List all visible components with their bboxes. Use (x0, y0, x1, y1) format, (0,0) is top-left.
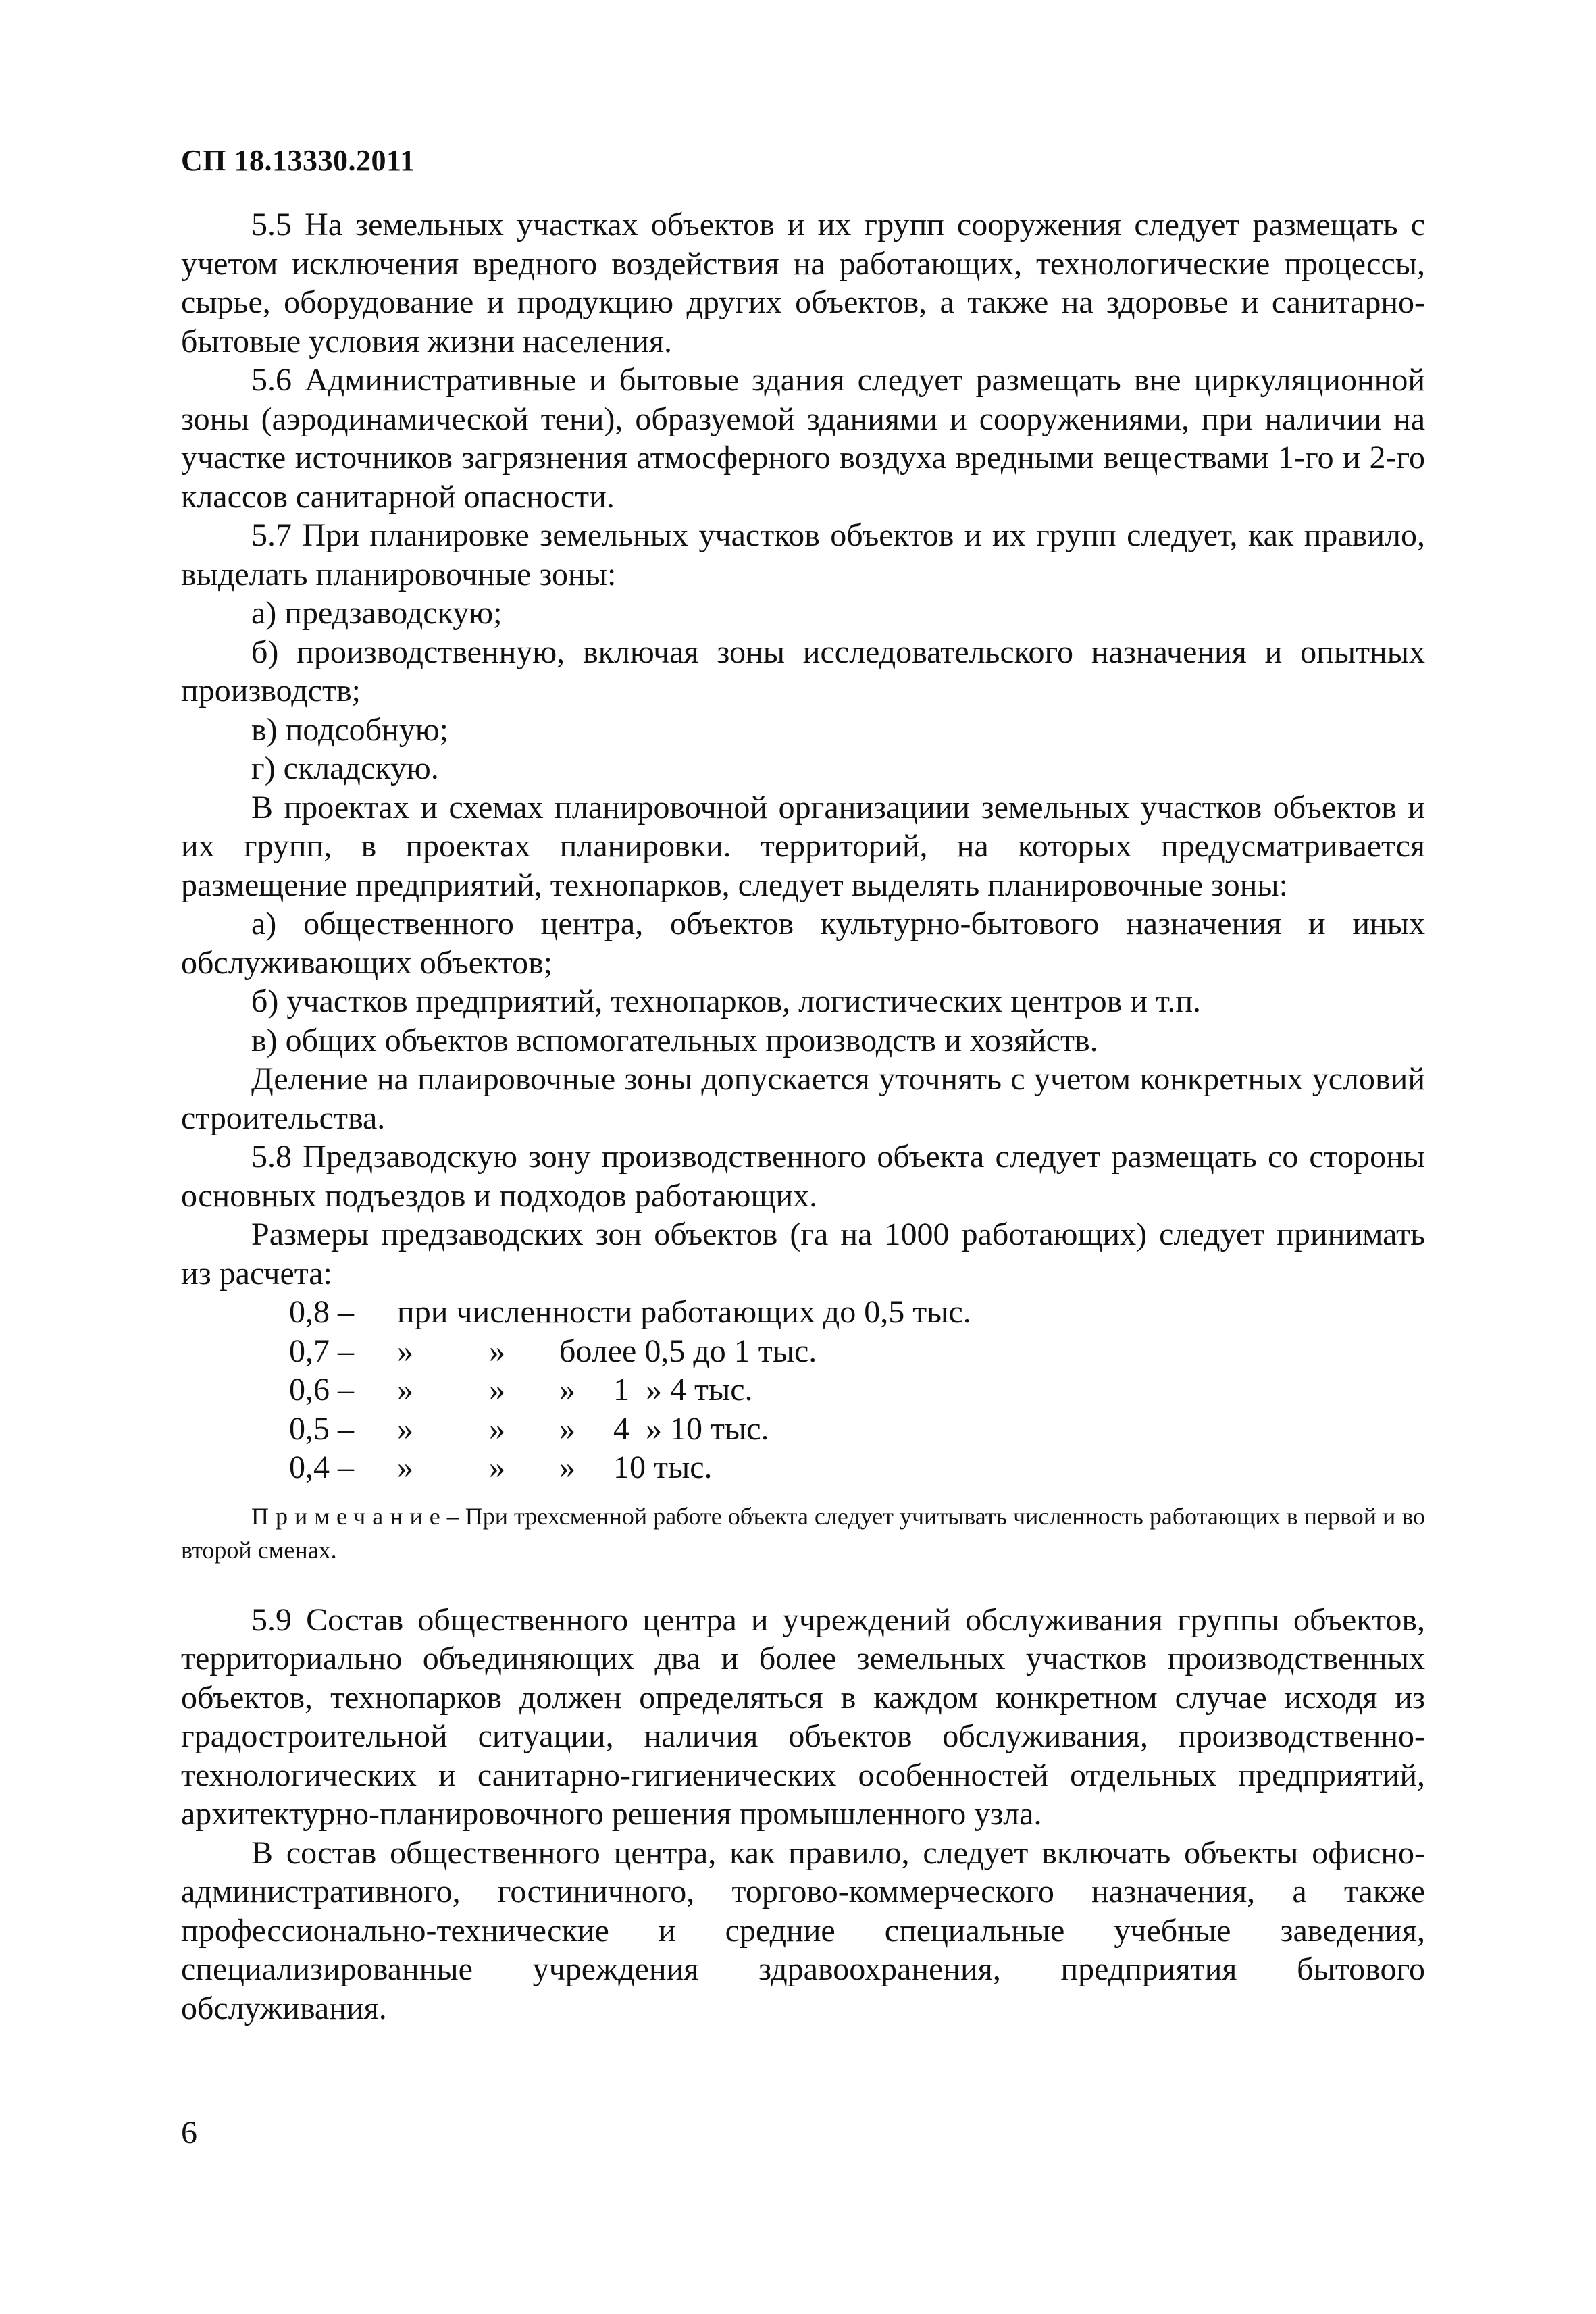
ratio-row (289, 1410, 1425, 1449)
paragraph-5-5: 5.5 На земельных участках объектов и их групп сооружения следует размещать с учетом исключения вредного воздействия на работающих, технологические процессы, сырье, оборудование и продукцию других объектов, а также на здоровье и санитарно-бытовые условия жизни населения. (181, 207, 1425, 359)
ratio-row (289, 1370, 1425, 1410)
ditto-mark: » (397, 1449, 413, 1485)
ditto-mark: » (397, 1333, 413, 1369)
ratio-value: 0,8 – (289, 1294, 354, 1330)
note-label: Примечание (251, 1502, 447, 1530)
ratio-value: 0,7 – (289, 1333, 354, 1369)
paragraph-5-8: 5.8 Предзаводскую зону производственного объекта следует размещать со стороны основных подъездов и подходов работающих. (181, 1139, 1425, 1214)
paragraph-5-6: 5.6 Административные и бытовые здания следует размещать вне циркуляционной зоны (аэродинамической тени), образуемой зданиями и сооружениями, при наличии на участке источников загрязнения атмосферного воздуха вредными веществами 1-го и 2-го классов санитарной опасности. (181, 362, 1425, 515)
document-body (181, 205, 1425, 2028)
ratio-value: 0,6 – (289, 1372, 354, 1408)
list-item: б) участков предприятий, технопарков, логистических центров и т.п. (251, 983, 1202, 1019)
ratio-text: более 0,5 до 1 тыс. (559, 1333, 817, 1369)
list-item: в) подсобную; (251, 711, 448, 748)
ditto-mark: » (489, 1372, 505, 1408)
paragraph-5-7: 5.7 При планировке земельных участков объектов и их групп следует, как правило, выделать планировочные зоны: (181, 517, 1425, 592)
paragraph-5-9: 5.9 Состав общественного центра и учреждений обслуживания группы объектов, территориально объединяющих два и более земельных участков производственных объектов, технопарков должен определяться в каждом конкретном случае исходя из градостроительной ситуации, наличия объектов обслуживания, производственно-технологических и санитарно-гигиенических особенностей отдельных предприятий, архитектурно-планировочного решения промышленного узла. (181, 1601, 1425, 1832)
page-number: 6 (181, 2115, 197, 2151)
spacer (181, 1567, 1425, 1601)
ditto-mark: » (397, 1372, 413, 1408)
paragraph-division: Деление на плаировочные зоны допускается уточнять с учетом конкретных условий строительства. (181, 1061, 1425, 1136)
ratio-text: при численности работающих до 0,5 тыс. (397, 1294, 971, 1330)
ratio-row (289, 1448, 1425, 1487)
ditto-mark: » (559, 1449, 575, 1485)
ratio-row (289, 1293, 1425, 1332)
ratio-text: » 10 тыс. (646, 1410, 769, 1447)
ditto-mark: » (397, 1410, 413, 1447)
ratio-row (289, 1332, 1425, 1371)
ditto-mark: » (559, 1410, 575, 1447)
paragraph-projects: В проектах и схемах планировочной организациии земельных участков объектов и их групп, в проектах планировки. территорий, на которых предусматривается размещение предприятий, технопарков, следует выделять планировочные зоны: (181, 789, 1425, 903)
list-item: а) предзаводскую; (251, 595, 503, 631)
ratio-text: » 4 тыс. (646, 1372, 753, 1408)
ratio-text: 10 тыс. (613, 1449, 713, 1485)
ratio-from-value: 1 (613, 1372, 629, 1408)
list-item: а) общественного центра, объектов культурно-бытового назначения и иных обслуживающих объектов; (181, 906, 1425, 981)
list-item: в) общих объектов вспомогательных производств и хозяйств. (251, 1022, 1098, 1058)
list-item: г) складскую. (251, 750, 439, 786)
note (181, 1499, 1425, 1567)
ditto-mark: » (489, 1333, 505, 1369)
paragraph-sizes: Размеры предзаводских зон объектов (га на 1000 работающих) следует принимать из расчета: (181, 1216, 1425, 1291)
ratio-value: 0,5 – (289, 1410, 354, 1447)
ditto-mark: » (559, 1372, 575, 1408)
ditto-mark: » (489, 1449, 505, 1485)
note-text: – При трехсменной работе объекта следует учитывать численность работающих в первой и во второй сменах. (181, 1502, 1425, 1564)
paragraph-center: В состав общественного центра, как правило, следует включать объекты офисно-административного, гостиничного, торгово-коммерческого назначения, а также профессионально-технические и средние специальные учебные заведения, специализированные учреждения здравоохранения, предприятия бытового обслуживания. (181, 1834, 1425, 2026)
ratio-list (181, 1293, 1425, 1487)
list-item: б) производственную, включая зоны исследовательского назначения и опытных производств; (181, 634, 1425, 709)
ratio-from-value: 4 (613, 1410, 629, 1447)
ratio-value: 0,4 – (289, 1449, 354, 1485)
ditto-mark: » (489, 1410, 505, 1447)
document-code-header: СП 18.13330.2011 (181, 144, 415, 177)
